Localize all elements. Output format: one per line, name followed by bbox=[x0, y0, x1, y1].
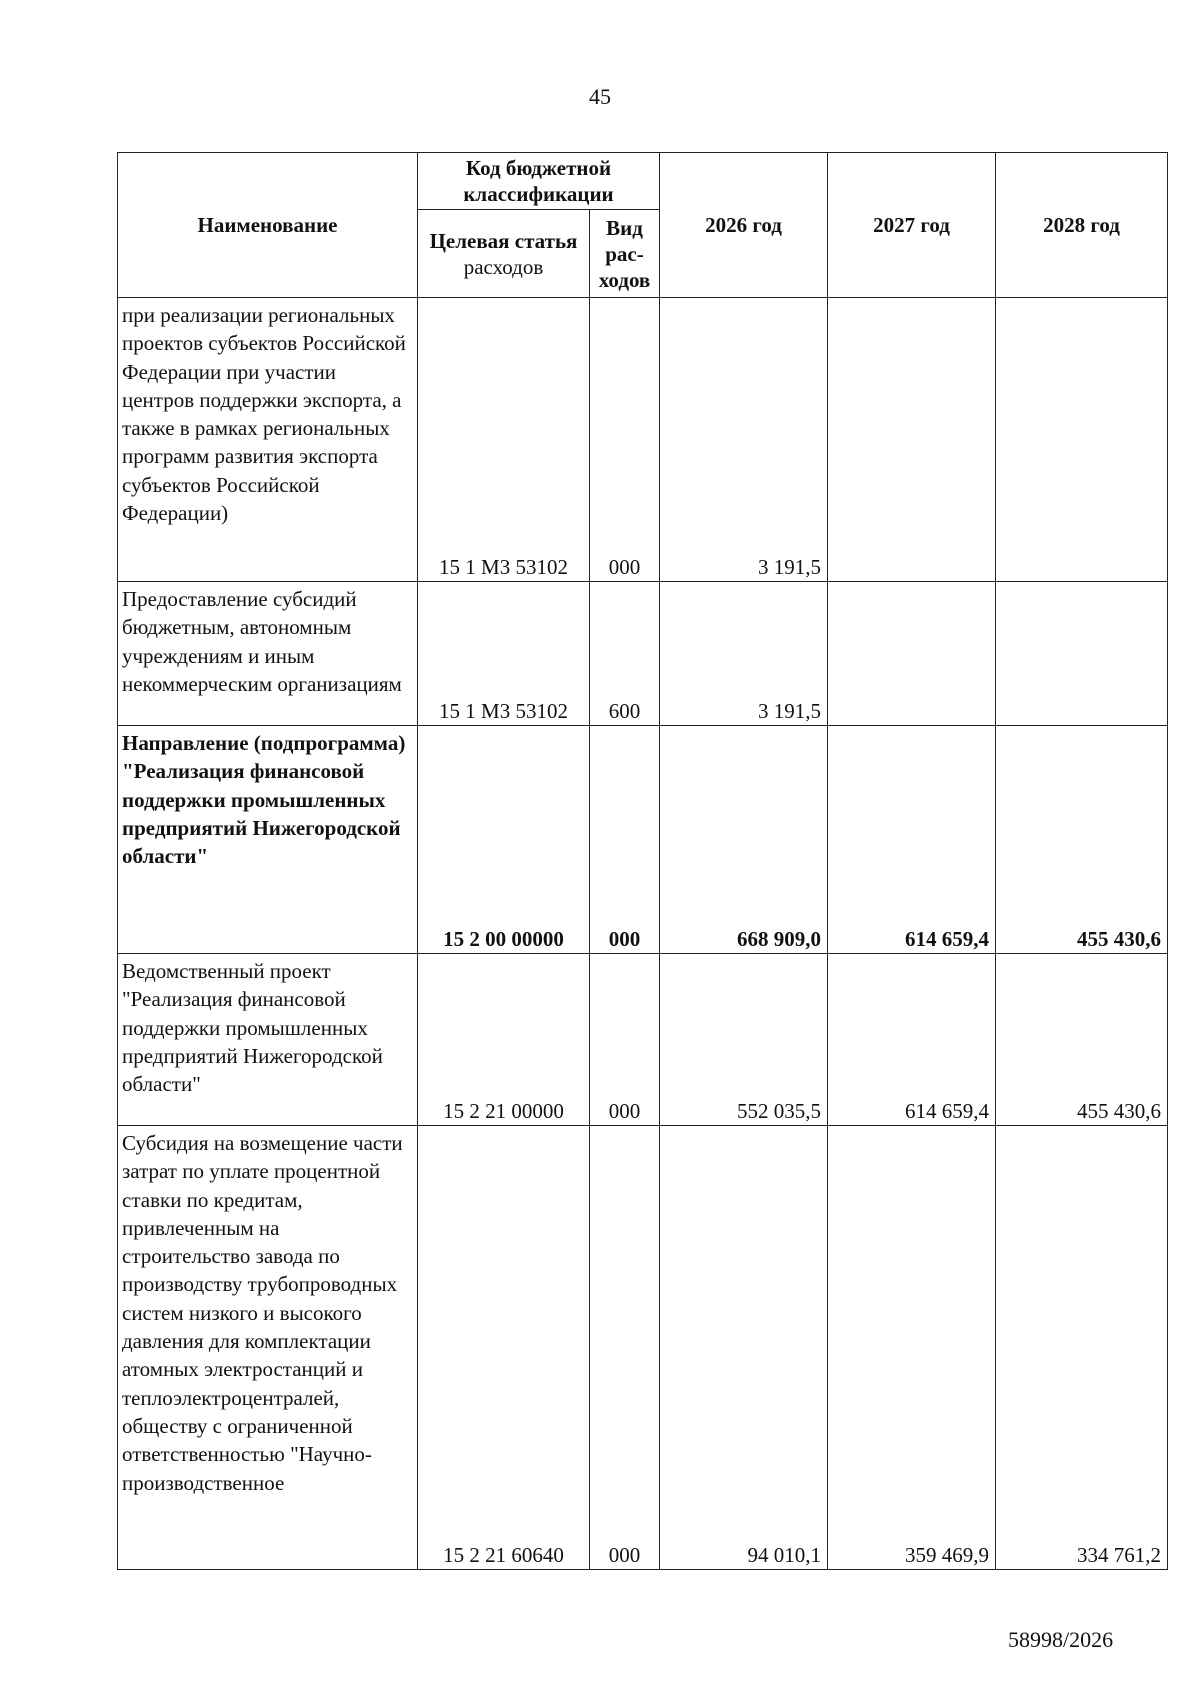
header-target-article-sub: расходов bbox=[463, 254, 544, 279]
table-row bbox=[118, 298, 1168, 582]
table-row-subprogram bbox=[118, 726, 1168, 954]
header-year-2026: 2026 год bbox=[660, 153, 828, 298]
header-name: Наименование bbox=[118, 153, 418, 298]
row-value-2027 bbox=[828, 582, 996, 726]
header-year-2027: 2027 год bbox=[828, 153, 996, 298]
table-row bbox=[118, 582, 1168, 726]
table-row bbox=[118, 1126, 1168, 1570]
row-target-article: 15 2 00 00000 bbox=[418, 726, 590, 954]
row-value-2028 bbox=[996, 298, 1168, 582]
row-value-2026: 552 035,5 bbox=[660, 954, 828, 1126]
page-number: 45 bbox=[589, 84, 611, 109]
header-expense-type: Вид рас- ходов bbox=[590, 210, 660, 298]
row-name: при реализации региональных проектов субъектов Российской Федерации при участии центров поддержки экспорта, а также в рамках региональных программ развития экспорта субъектов Российской Федерации) bbox=[118, 298, 418, 582]
budget-table bbox=[117, 152, 1168, 1570]
row-value-2026: 3 191,5 bbox=[660, 298, 828, 582]
row-name: Направление (подпрограмма) "Реализация финансовой поддержки промышленных предприятий Нижегородской области" bbox=[118, 726, 418, 954]
row-value-2028 bbox=[996, 582, 1168, 726]
header-code-group: Код бюджетной классификации bbox=[418, 153, 660, 210]
row-value-2026: 94 010,1 bbox=[660, 1126, 828, 1570]
header-target-article bbox=[418, 210, 590, 298]
row-expense-type: 600 bbox=[590, 582, 660, 726]
table-header bbox=[118, 153, 1168, 298]
row-expense-type: 000 bbox=[590, 726, 660, 954]
row-name: Субсидия на возмещение части затрат по уплате процентной ставки по кредитам, привлеченным на строительство завода по производству трубопроводных систем низкого и высокого давления для комплектации атомных электростанций и теплоэлектроцентралей, обществу с ограниченной ответственностью "Научно- производственное bbox=[118, 1126, 418, 1570]
row-value-2027: 359 469,9 bbox=[828, 1126, 996, 1570]
row-expense-type: 000 bbox=[590, 1126, 660, 1570]
row-value-2026: 668 909,0 bbox=[660, 726, 828, 954]
table-row bbox=[118, 954, 1168, 1126]
row-name: Ведомственный проект "Реализация финансовой поддержки промышленных предприятий Нижегородской области" bbox=[118, 954, 418, 1126]
row-name: Предоставление субсидий бюджетным, автономным учреждениям и иным некоммерческим организациям bbox=[118, 582, 418, 726]
row-value-2027 bbox=[828, 298, 996, 582]
header-target-article-title: Целевая статья bbox=[429, 228, 578, 253]
row-target-article: 15 2 21 00000 bbox=[418, 954, 590, 1126]
row-value-2026: 3 191,5 bbox=[660, 582, 828, 726]
row-value-2027: 614 659,4 bbox=[828, 726, 996, 954]
row-target-article: 15 1 М3 53102 bbox=[418, 298, 590, 582]
row-target-article: 15 2 21 60640 bbox=[418, 1126, 590, 1570]
row-target-article: 15 1 М3 53102 bbox=[418, 582, 590, 726]
document-id: 58998/2026 bbox=[1008, 1627, 1114, 1652]
row-value-2028: 455 430,6 bbox=[996, 726, 1168, 954]
row-value-2028: 455 430,6 bbox=[996, 954, 1168, 1126]
row-expense-type: 000 bbox=[590, 954, 660, 1126]
row-value-2027: 614 659,4 bbox=[828, 954, 996, 1126]
row-value-2028: 334 761,2 bbox=[996, 1126, 1168, 1570]
header-year-2028: 2028 год bbox=[996, 153, 1168, 298]
row-expense-type: 000 bbox=[590, 298, 660, 582]
